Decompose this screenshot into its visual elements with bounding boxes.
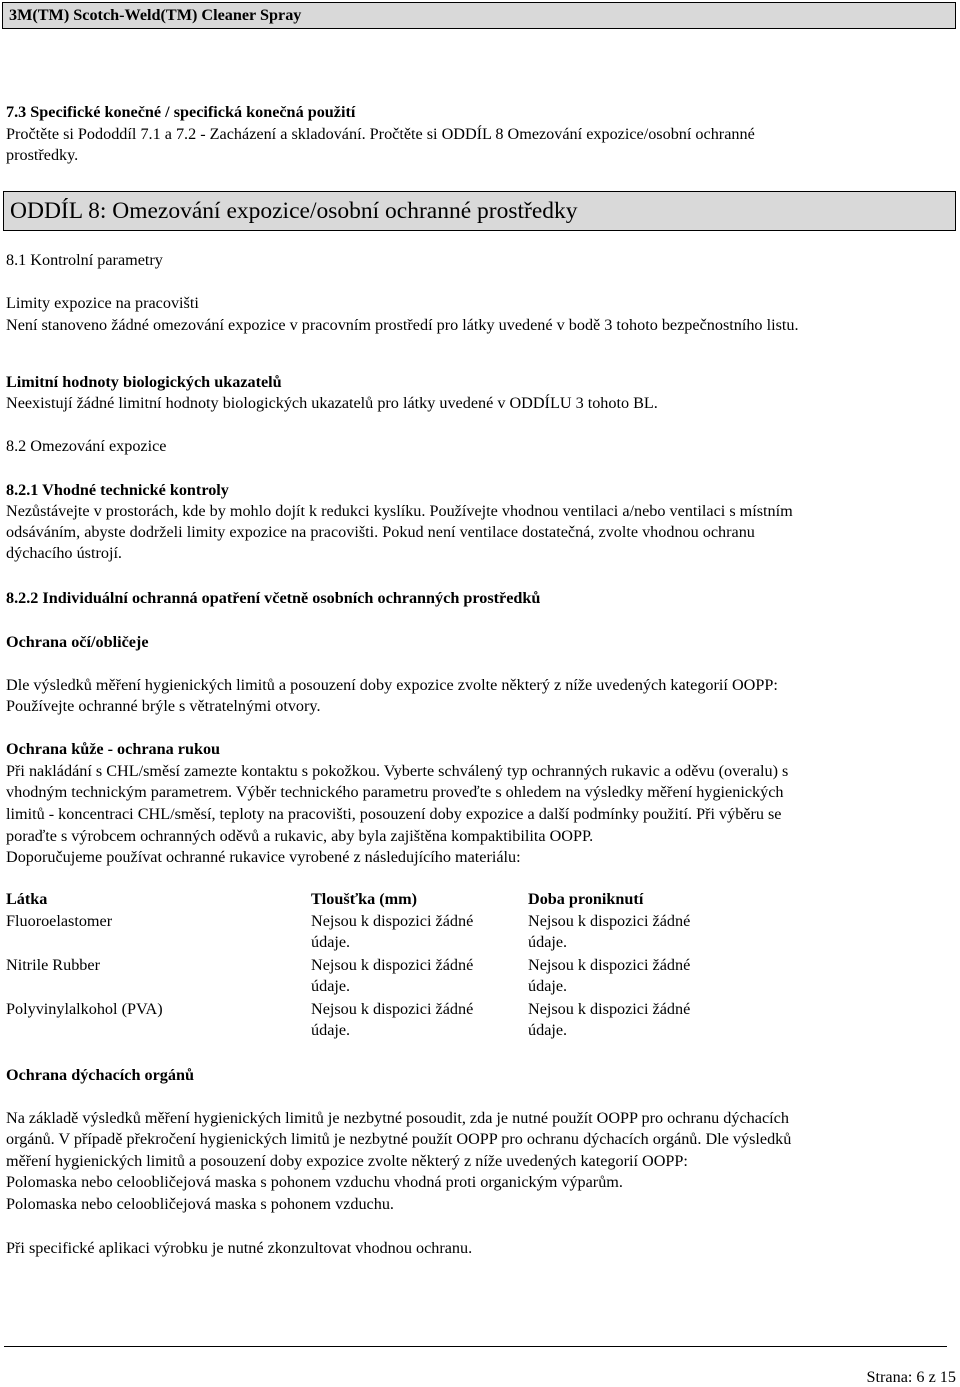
thickness-cell	[311, 955, 516, 997]
gloves-table	[6, 889, 806, 1043]
thickness-line: Nejsou k dispozici žádné	[311, 956, 474, 974]
section-7-3-text-line: prostředky.	[6, 146, 79, 164]
column-header-thickness: Tloušťka (mm)	[311, 890, 418, 908]
thickness-line: údaje.	[311, 1021, 351, 1039]
respiratory-protection-line: měření hygienických limitů a posouzení doby expozice zvolte některý z níže uvedených kategorií OOPP:	[6, 1152, 688, 1170]
section-7-3-heading: 7.3 Specifické konečné / specifická konečná použití	[6, 103, 356, 121]
respiratory-protection-note: Při specifické aplikaci výrobku je nutné zkonzultovat vhodnou ochranu.	[6, 1239, 473, 1257]
breakthrough-line: Nejsou k dispozici žádné	[528, 956, 691, 974]
limits-heading: Limity expozice na pracovišti	[6, 294, 199, 312]
respiratory-protection-line: orgánů. V případě překročení hygienických limitů je nezbytné použít OOPP pro ochranu dýchacích orgánů. Dle výsledků	[6, 1130, 792, 1148]
thickness-line: údaje.	[311, 933, 351, 951]
section-8-2-heading: 8.2 Omezování expozice	[6, 437, 167, 455]
column-header-material: Látka	[6, 890, 48, 908]
thickness-line: Nejsou k dispozici žádné	[311, 912, 474, 930]
eye-protection-heading: Ochrana očí/obličeje	[6, 633, 149, 651]
section-8-banner	[3, 191, 956, 231]
table-row	[6, 999, 806, 1043]
table-header-row	[6, 889, 806, 911]
product-title: 3M(TM) Scotch-Weld(TM) Cleaner Spray	[9, 6, 302, 24]
technical-controls-line: Nezůstávejte v prostorách, kde by mohlo dojít k redukci kyslíku. Používejte vhodnou ventilaci a/nebo ventilaci s místním	[6, 502, 793, 520]
section-8-1-heading: 8.1 Kontrolní parametry	[6, 251, 163, 269]
eye-protection-line: Používejte ochranné brýle s větratelnými otvory.	[6, 697, 321, 715]
breakthrough-line: Nejsou k dispozici žádné	[528, 912, 691, 930]
section-8-title: ODDÍL 8: Omezování expozice/osobní ochranné prostředky	[10, 198, 578, 224]
breakthrough-cell	[528, 955, 738, 997]
breakthrough-line: údaje.	[528, 977, 568, 995]
skin-protection-heading: Ochrana kůže - ochrana rukou	[6, 740, 221, 758]
footer-divider	[4, 1346, 947, 1347]
table-row	[6, 911, 806, 955]
breakthrough-line: údaje.	[528, 933, 568, 951]
skin-protection-line: poraďte s výrobcem ochranných oděvů a rukavic, aby byla zajištěna kompaktibilita OOPP.	[6, 827, 594, 845]
thickness-cell	[311, 999, 516, 1041]
section-8-2-1-heading: 8.2.1 Vhodné technické kontroly	[6, 481, 229, 499]
bio-limits-heading: Limitní hodnoty biologických ukazatelů	[6, 373, 282, 391]
skin-protection-line: limitů - koncentraci CHL/směsí, teploty na pracovišti, posouzení doby expozice a další podmínky použití. Při výběru se	[6, 805, 782, 823]
technical-controls-line: odsáváním, abyste dodrželi limity expozice na pracovišti. Pokud není ventilace dostatečná, zvolte vhodnou ochranu	[6, 523, 755, 541]
technical-controls-line: dýchacího ústrojí.	[6, 544, 122, 562]
respiratory-protection-heading: Ochrana dýchacích orgánů	[6, 1066, 194, 1084]
breakthrough-cell	[528, 911, 738, 953]
table-row	[6, 955, 806, 999]
section-8-2-2-heading: 8.2.2 Individuální ochranná opatření včetně osobních ochranných prostředků	[6, 589, 541, 607]
bio-limits-text: Neexistují žádné limitní hodnoty biologických ukazatelů pro látky uvedené v ODDÍLU 3 tohoto BL.	[6, 394, 658, 412]
breakthrough-line: údaje.	[528, 1021, 568, 1039]
respiratory-protection-line: Polomaska nebo celoobličejová maska s pohonem vzduchu.	[6, 1195, 394, 1213]
limits-text: Není stanoveno žádné omezování expozice v pracovním prostředí pro látky uvedené v bodě 3 tohoto bezpečnostního listu.	[6, 316, 799, 334]
thickness-line: Nejsou k dispozici žádné	[311, 1000, 474, 1018]
breakthrough-cell	[528, 999, 738, 1041]
respiratory-protection-line: Polomaska nebo celoobličejová maska s pohonem vzduchu vhodná proti organickým výparům.	[6, 1173, 623, 1191]
material-cell: Fluoroelastomer	[6, 912, 113, 930]
page-number: Strana: 6 z 15	[866, 1368, 956, 1386]
breakthrough-line: Nejsou k dispozici žádné	[528, 1000, 691, 1018]
material-cell: Nitrile Rubber	[6, 956, 100, 974]
respiratory-protection-line: Na základě výsledků měření hygienických limitů je nezbytné posoudit, zda je nutné použít OOPP pro ochranu dýchacích	[6, 1109, 789, 1127]
thickness-cell	[311, 911, 516, 953]
skin-protection-line: Doporučujeme používat ochranné rukavice vyrobené z následujícího materiálu:	[6, 848, 521, 866]
document-header	[2, 2, 956, 29]
material-cell: Polyvinylalkohol (PVA)	[6, 1000, 163, 1018]
skin-protection-line: vhodným technickým parametrem. Výběr technického parametru proveďte s ohledem na výsledky měření hygienických	[6, 783, 784, 801]
skin-protection-line: Při nakládání s CHL/směsí zamezte kontaktu s pokožkou. Vyberte schválený typ ochranných rukavic a oděvu (overalu) s	[6, 762, 789, 780]
eye-protection-line: Dle výsledků měření hygienických limitů a posouzení doby expozice zvolte některý z níže uvedených kategorií OOPP:	[6, 676, 778, 694]
section-7-3-text-line: Pročtěte si Pododdíl 7.1 a 7.2 - Zacházení a skladování. Pročtěte si ODDÍL 8 Omezování expozice/osobní ochranné	[6, 125, 755, 143]
column-header-breakthrough-time: Doba proniknutí	[528, 890, 644, 908]
thickness-line: údaje.	[311, 977, 351, 995]
